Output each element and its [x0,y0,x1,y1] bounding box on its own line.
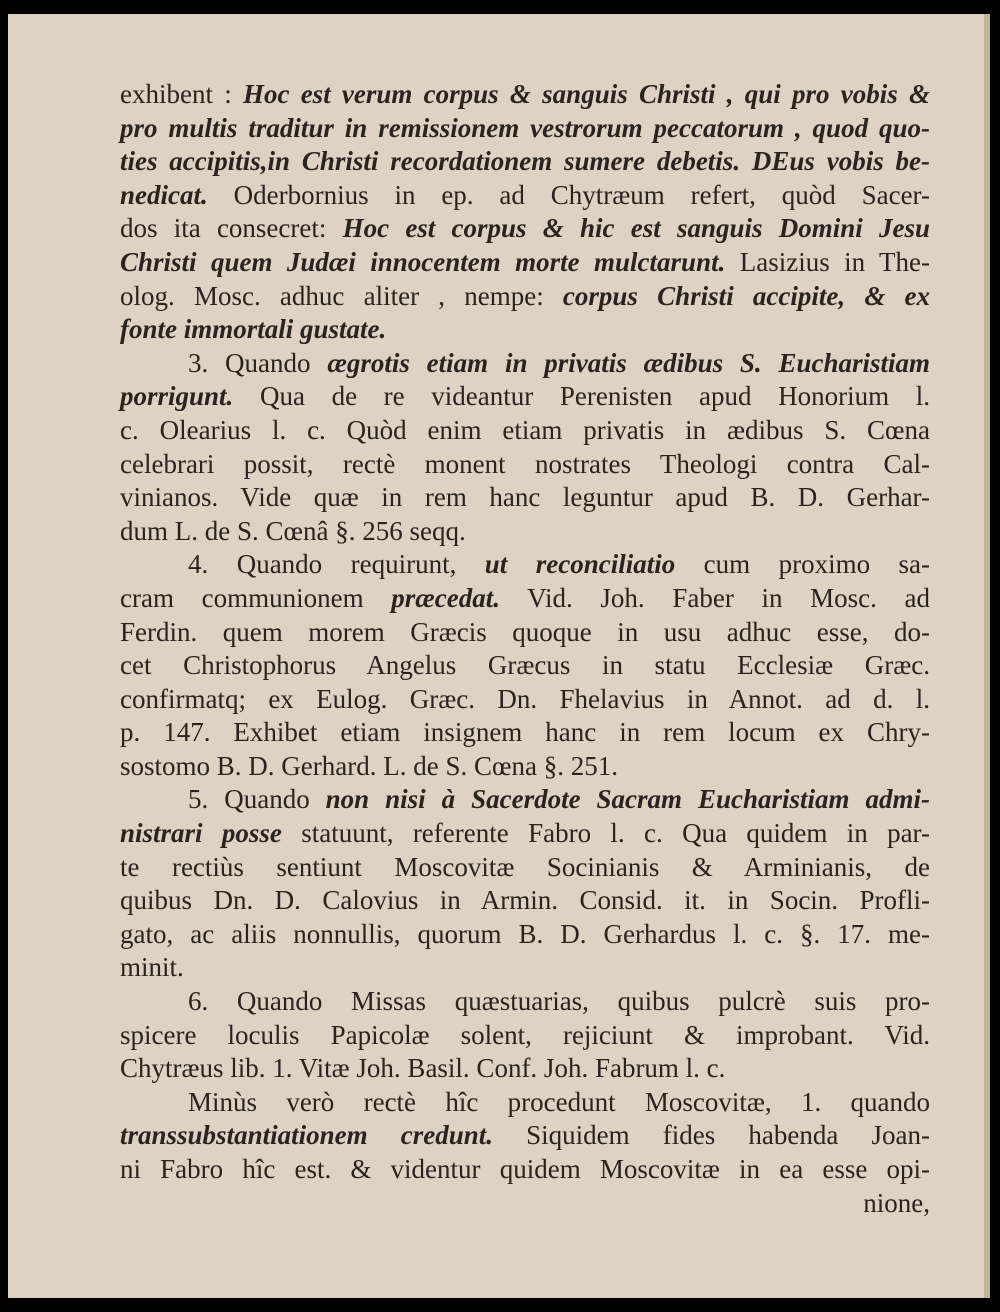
book-page [8,14,990,1298]
roman-text: Vid. Joh. Faber in Mosc. ad [499,582,931,613]
text-line [120,212,930,246]
roman-text: exhibent : [120,79,243,109]
roman-text: dum L. de S. Cœnâ §. 256 seqq. [120,515,466,546]
text-line [120,1153,930,1187]
roman-text: 4. Quando requirunt, [188,549,485,580]
text-line [120,246,930,280]
roman-text: gato, ac aliis nonnullis, quorum B. D. Gerhardus l. c. §. 17. me- [120,918,930,949]
italic-text: præcedat. [391,582,500,613]
text-line [120,616,930,650]
text-line [120,750,930,784]
roman-text: 3. Quando [188,347,328,378]
italic-text: nedicat. [120,179,208,210]
roman-text: Chytræus lib. 1. Vitæ Joh. Basil. Conf. Joh. Fabrum l. c. [120,1053,726,1084]
roman-text: spicere loculis Papicolæ solent, rejiciunt & improbant. Vid. [120,1019,930,1050]
roman-text: minit. [120,952,184,983]
text-line [120,515,930,549]
text-line [120,548,930,582]
italic-text: Hoc est corpus & hic est sanguis Domini Jesu [342,213,930,244]
italic-text: pro multis traditur in remissionem vestrorum peccatorum , quod quo- [120,112,930,143]
text-line [120,78,930,112]
italic-text: ægrotis etiam in privatis ædibus S. Eucharistiam [327,347,930,378]
roman-text: 5. Quando [188,784,326,815]
text-line [120,481,930,515]
italic-text: ut reconciliatio [484,549,676,580]
text-line [120,985,930,1019]
roman-text: Qua de re videantur Perenisten apud Honorium l. [233,381,930,412]
roman-text: cram communionem [120,582,392,613]
roman-text: Minùs verò rectè hîc procedunt Moscovitæ, 1. quando [188,1086,930,1117]
roman-text: statuunt, referente Fabro l. c. Qua quidem in par- [281,818,930,849]
text-line [120,649,930,683]
text-line [120,1052,930,1086]
italic-text: nistrari posse [120,818,282,849]
roman-text: olog. Mosc. adhuc aliter , nempe: [120,280,563,311]
text-line [120,380,930,414]
text-line [120,145,930,179]
text-line [120,817,930,851]
roman-text: dos ita consecret: [120,213,343,244]
text-line [120,582,930,616]
text-line [120,951,930,985]
text-line [120,783,930,817]
roman-text: vinianos. Vide quæ in rem hanc leguntur apud B. D. Gerhar- [120,482,930,513]
text-line [120,1187,930,1221]
italic-text: transsubstantiationem credunt. [120,1120,493,1151]
text-line [120,179,930,213]
italic-text: Christi quem Judæi innocentem morte mulctarunt. [120,246,726,277]
text-line [120,313,930,347]
page-text [120,78,930,1220]
roman-text: 6. Quando Missas quæstuarias, quibus pulcrè suis pro- [188,986,930,1017]
roman-text: quibus Dn. D. Calovius in Armin. Consid. it. in Socin. Profli- [120,885,930,916]
text-line [120,1086,930,1120]
text-line [120,280,930,314]
italic-text: porrigunt. [120,381,234,412]
roman-text: Ferdin. quem morem Græcis quoque in usu adhuc esse, do- [120,616,930,647]
roman-text: cum proximo sa- [675,549,931,580]
text-line [120,918,930,952]
text-line [120,448,930,482]
text-line [120,683,930,717]
text-line [120,884,930,918]
roman-text: p. 147. Exhibet etiam insignem hanc in rem locum ex Chry- [120,717,930,748]
italic-text: corpus Christi accipite, & ex [562,280,931,311]
roman-text: celebrari possit, rectè monent nostrates Theologi contra Cal- [120,448,930,479]
roman-text: c. Olearius l. c. Quòd enim etiam privatis in ædibus S. Cœna [120,414,930,445]
text-line [120,1119,930,1153]
italic-text: fonte immortali gustate. [120,314,387,345]
roman-text: te rectiùs sentiunt Moscovitæ Socinianis & Arminianis, de [120,851,930,882]
italic-text: Hoc est verum corpus & sanguis Christi , qui pro vobis & [242,79,930,109]
text-line [120,347,930,381]
roman-text: confirmatq; ex Eulog. Græc. Dn. Fhelavius in Annot. ad d. l. [120,683,930,714]
text-line [120,851,930,885]
roman-text: Lasizius in The- [725,246,930,277]
italic-text: non nisi à Sacerdote Sacram Eucharistiam admi- [325,784,930,815]
text-line [120,1019,930,1053]
roman-text: sostomo B. D. Gerhard. L. de S. Cœna §. 251. [120,750,618,781]
roman-text: ni Fabro hîc est. & videntur quidem Moscovitæ in ea esse opi- [120,1154,930,1184]
roman-text: Oderbornius in ep. ad Chytræum refert, quòd Sacer- [207,179,930,210]
roman-text: cet Christophorus Angelus Græcus in statu Ecclesiæ Græc. [120,650,930,681]
roman-text: Siquidem fides habenda Joan- [493,1120,930,1151]
italic-text: ties accipitis,in Christi recordationem sumere debetis. DEus vobis be- [120,146,930,177]
roman-text: nione, [863,1187,930,1218]
text-line [120,414,930,448]
text-line [120,112,930,146]
text-line [120,716,930,750]
